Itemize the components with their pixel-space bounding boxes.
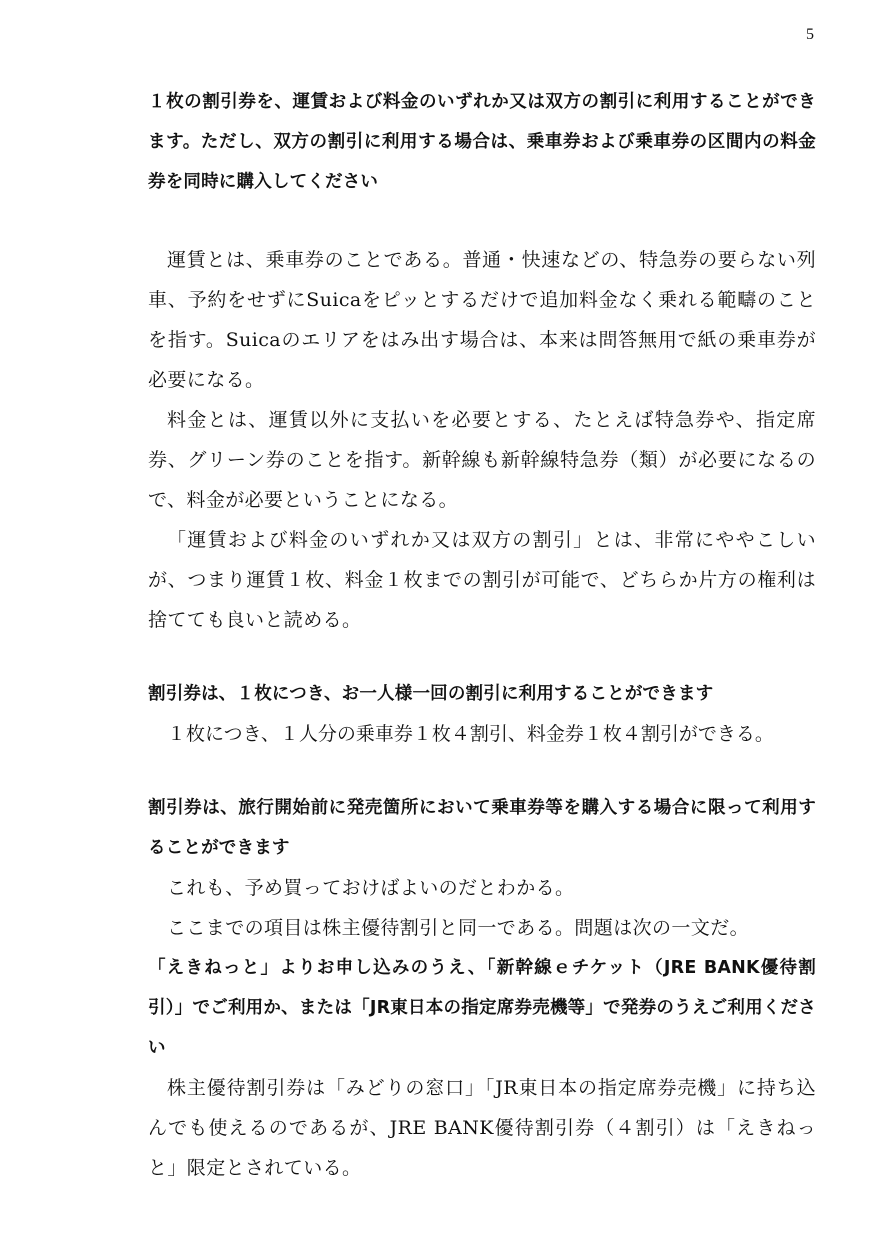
paragraph: 運賃とは、乗車券のことである。普通・快速などの、特急券の要らない列車、予約をせずにSuicaをピッとするだけで追加料金なく乗れる範疇のことを指す。Suicaのエリアをはみ出す場合は、本来は問答無用で紙の乗車券が必要になる。: [148, 249, 816, 391]
section-4: [148, 948, 816, 1188]
paragraph: ここまでの項目は株主優待割引と同一である。問題は次の一文だ。: [167, 917, 750, 939]
section-3: [148, 788, 816, 948]
paragraph: 料金とは、運賃以外に支払いを必要とする、たとえば特急券や、指定席券、グリーン券のことを指す。新幹線も新幹線特急券（類）が必要になるので、料金が必要ということになる。: [148, 409, 816, 511]
section-heading: 割引券は、１枚につき、お一人様一回の割引に利用することができます: [148, 684, 714, 704]
page-number: 5: [806, 26, 814, 43]
document-body: [148, 82, 816, 1188]
section-heading: 「えきねっと」よりお申し込みのうえ、「新幹線ｅチケット（JRE BANK優待割引）」でご利用か、または「JR東日本の指定席券売機等」で発券のうえご利用ください: [148, 958, 816, 1058]
paragraph: 「運賃および料金のいずれか又は双方の割引」とは、非常にややこしいが、つまり運賃１枚、料金１枚までの割引が可能で、どちらか片方の権利は捨てても良いと読める。: [148, 529, 816, 631]
section-1: [148, 82, 816, 640]
section-heading: １枚の割引券を、運賃および料金のいずれか又は双方の割引に利用することができます。ただし、双方の割引に利用する場合は、乗車券および乗車券の区間内の料金券を同時に購入してください: [148, 92, 816, 192]
section-2: [148, 674, 816, 754]
paragraph: これも、予め買っておけばよいのだとわかる。: [167, 877, 575, 899]
paragraph: 株主優待割引券は「みどりの窓口」「JR東日本の指定席券売機」に持ち込んでも使えるのであるが、JRE BANK優待割引券（４割引）は「えきねっと」限定とされている。: [148, 1077, 816, 1179]
section-heading: 割引券は、旅行開始前に発売箇所において乗車券等を購入する場合に限って利用することができます: [148, 798, 816, 858]
paragraph: １枚につき、１人分の乗車券１枚４割引、料金券１枚４割引ができる。: [167, 723, 774, 745]
